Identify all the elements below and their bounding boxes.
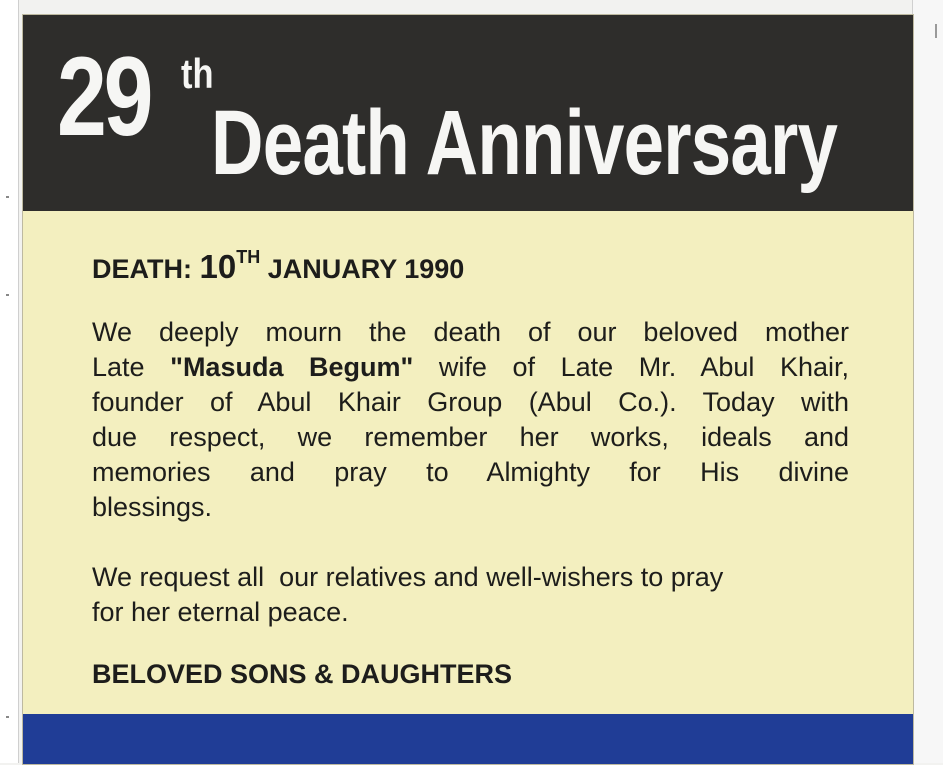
- death-day: 10: [199, 248, 237, 285]
- signature-line: BELOVED SONS & DAUGHTERS: [92, 659, 513, 689]
- death-date-line: [92, 247, 464, 286]
- paragraph-line: We deeply mourn the death of our beloved mother: [92, 317, 849, 347]
- page-left-margin: [0, 0, 19, 763]
- page-right-margin: [912, 0, 943, 763]
- anniversary-number: 29: [57, 34, 151, 159]
- line-prefix: Late: [92, 352, 171, 382]
- paragraph-line: due respect, we remember her works, ideals and: [92, 422, 849, 452]
- death-month-year: JANUARY 1990: [267, 254, 465, 284]
- notice-header: [23, 15, 913, 211]
- margin-tick: [6, 716, 9, 718]
- notice-title: Death Anniversary: [211, 92, 838, 194]
- footer-color-bar: [23, 714, 913, 764]
- paragraph-line-with-name: [92, 350, 849, 385]
- paragraph-line: founder of Abul Khair Group (Abul Co.). Today with: [92, 387, 849, 417]
- mourning-paragraph: [92, 315, 849, 525]
- line-suffix: wife of Late Mr. Abul Khair,: [413, 352, 849, 382]
- anniversary-ordinal-suffix: th: [181, 50, 214, 97]
- margin-notch: [935, 24, 937, 38]
- deceased-name: "Masuda Begum": [170, 352, 414, 382]
- paragraph-line: blessings.: [92, 492, 213, 522]
- death-label: DEATH:: [92, 254, 192, 284]
- paragraph-line: memories and pray to Almighty for His divine: [92, 457, 849, 487]
- memorial-notice: [22, 14, 914, 765]
- paragraph-line: for her eternal peace.: [92, 597, 349, 627]
- margin-tick: [6, 294, 9, 296]
- paragraph-line: We request all our relatives and well-wishers to pray: [92, 562, 724, 592]
- prayer-request-paragraph: [92, 560, 849, 630]
- death-day-suffix: TH: [236, 247, 261, 267]
- margin-tick: [6, 196, 9, 198]
